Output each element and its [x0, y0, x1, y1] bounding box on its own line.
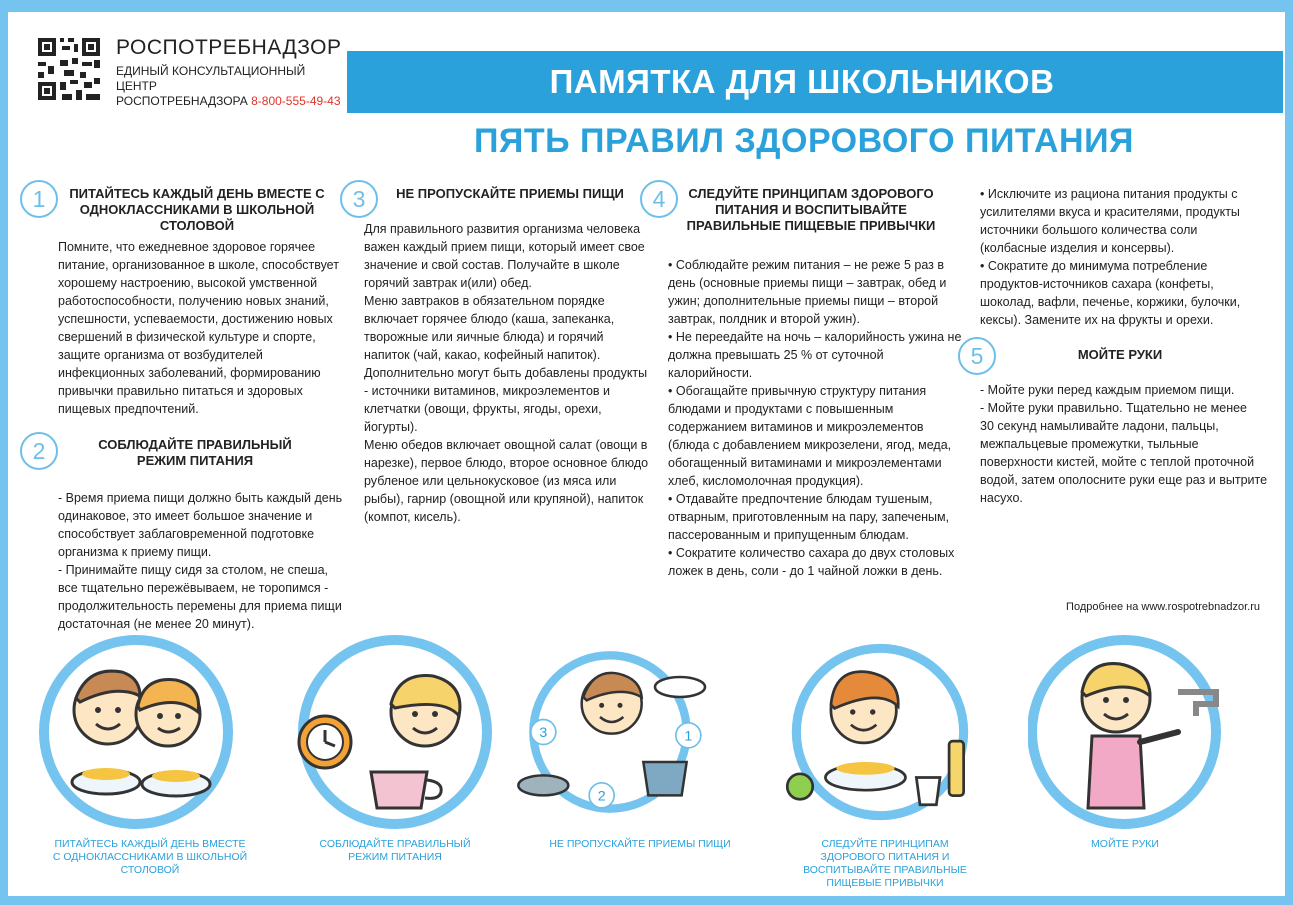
rule-number-4: 4 [640, 180, 678, 218]
rule-text-3: Для правильного развития организма человека важен каждый прием пищи, который имеет свое значение и свой состав. Получайте в школе горячий завтрак и(или) обед. Меню завтраков в обязательном порядке включает горячее блюдо (каша, запеканка, творожные или яичные блюда) и горячий напиток (чай, какао, кофейный напиток). Дополнительно могут быть добавлены продукты - источники витаминов, микроэлементов и клетчатки (овощи, фрукты, ягоды, орехи, йогурты). Меню обедов включает овощной салат (овощи в нарезке), первое блюдо, второе основное блюдо рубленое или цельнокусковое (из мяса или рыбы), гарнир (овощной или крупяной), напиток (компот, кисель). [364, 222, 649, 524]
caption-3: НЕ ПРОПУСКАЙТЕ ПРИЕМЫ ПИЩИ [549, 838, 731, 850]
step-2-label: 2 [597, 788, 606, 805]
rule-heading-1: ПИТАЙТЕСЬ КАЖДЫЙ ДЕНЬ ВМЕСТЕ С ОДНОКЛАССНИКАМИ В ШКОЛЬНОЙ СТОЛОВОЙ [69, 186, 325, 233]
hotline-phone[interactable]: 8-800-555-49-43 [251, 94, 341, 108]
rule-number-2: 2 [20, 432, 58, 470]
rule-heading-5: МОЙТЕ РУКИ [1077, 347, 1163, 362]
illustration-meal-schedule [295, 632, 495, 832]
org-sub-line-1: ЕДИНЫЙ КОНСУЛЬТАЦИОННЫЙ ЦЕНТР [116, 64, 306, 93]
page-title: ПАМЯТКА ДЛЯ ШКОЛЬНИКОВ [549, 63, 1055, 100]
org-block [116, 36, 346, 109]
rule-number-3: 3 [340, 180, 378, 218]
illustration-classmates-eating [36, 632, 236, 832]
step-1-label: 1 [684, 728, 693, 745]
illustration-skip-no-meals [510, 632, 710, 832]
page-subtitle: ПЯТЬ ПРАВИЛ ЗДОРОВОГО ПИТАНИЯ [473, 122, 1134, 160]
rule-number-5: 5 [958, 337, 996, 375]
rule-heading-2: СОБЛЮДАЙТЕ ПРАВИЛЬНЫЙ РЕЖИМ ПИТАНИЯ [98, 437, 292, 468]
caption-1: ПИТАЙТЕСЬ КАЖДЫЙ ДЕНЬ ВМЕСТЕ С ОДНОКЛАССНИКАМИ В ШКОЛЬНОЙ СТОЛОВОЙ [52, 838, 248, 876]
rule-heading-3: НЕ ПРОПУСКАЙТЕ ПРИЕМЫ ПИЩИ [396, 186, 624, 201]
rule-text-4: • Соблюдайте режим питания – не реже 5 раз в день (основные приемы пищи – завтрак, обед и ужин; дополнительные приемы пищи – второй завтрак, полдник и второй ужин). • Не переедайте на ночь – калорийность ужина не должна превышать 25 % от суточной калорийности. • Обогащайте привычную структуру питания блюдами и продуктами с повышенным содержанием витаминов и микроэлементов (блюда с добавлением микрозелени, ягод, меда, обогащенный витаминами и микроэлементами хлеб, кисломолочная продукция). • Отдавайте предпочтение блюдам тушеным, отварным, приготовленным на пару, запеченым, пассерованным и припущенным блюдам. • Сократите количество сахара до двух столовых ложек в день, соли - до 1 чайной ложки в день. [668, 258, 962, 578]
org-subtitle [116, 64, 346, 109]
caption-2: СОБЛЮДАЙТЕ ПРАВИЛЬНЫЙ РЕЖИМ ПИТАНИЯ [319, 838, 471, 863]
title-banner [347, 51, 1283, 113]
rule-text-2: - Время приема пищи должно быть каждый день одинаковое, это имеет большое значение и способствует заблаговременной подготовке организма к приему пищи. - Принимайте пищу сидя за столом, не спеша, все тщательно пережёвываем, не торопимся - продолжительность перемены для приема пищи достаточная (не менее 20 минут). [58, 491, 343, 631]
caption-5: МОЙТЕ РУКИ [1091, 838, 1159, 850]
rule-heading-4: СЛЕДУЙТЕ ПРИНЦИПАМ ЗДОРОВОГО ПИТАНИЯ И ВОСПИТЫВАЙТЕ ПРАВИЛЬНЫЕ ПИЩЕВЫЕ ПРИВЫЧКИ [686, 186, 936, 233]
rule-text-5: - Мойте руки перед каждым приемом пищи. - Мойте руки правильно. Тщательно не менее 30 секунд намыливайте ладони, пальцы, межпальцевые промежутки, тыльные поверхности кистей, мойте с теплой проточной водой, затем ополосните руки еще раз и вытрите насухо. [980, 383, 1268, 505]
org-sub-line-2 [116, 94, 346, 109]
illustration-healthy-habits [780, 632, 980, 832]
illustration-wash-hands [1028, 632, 1228, 832]
qr-code-icon [36, 36, 102, 102]
rule-text-4-continued: • Исключите из рациона питания продукты с усилителями вкуса и красителями, продукты источники большого количества соли (колбасные изделия и консервы). • Сократите до минимума потребление продуктов-источников сахара (конфеты, шоколад, вафли, печенье, коржики, булочки, кексы). Замените их на фрукты и орехи. [980, 187, 1241, 327]
org-name: РОСПОТРЕБНАДЗОР [116, 36, 342, 59]
step-3-label: 3 [539, 725, 548, 741]
org-sub-line-2-text: РОСПОТРЕБНАДЗОРА [116, 94, 248, 108]
rule-text-1: Помните, что ежедневное здоровое горячее питание, организованное в школе, способствует хорошему настроению, высокой умственной работоспособности, получению новых знаний, успешности, успеваемости, достижению новых свершений в физической культуре и спорте, защите организма от возбудителей инфекционных заболеваний, формированию привычки правильно питаться и здоровых пищевых предпочтений. [58, 240, 339, 416]
more-info-link[interactable]: Подробнее на www.rospotrebnadzor.ru [1066, 601, 1260, 613]
caption-4: СЛЕДУЙТЕ ПРИНЦИПАМ ЗДОРОВОГО ПИТАНИЯ И ВОСПИТЫВАЙТЕ ПРАВИЛЬНЫЕ ПИЩЕВЫЕ ПРИВЫЧКИ [803, 838, 967, 889]
rule-number-1: 1 [20, 180, 58, 218]
